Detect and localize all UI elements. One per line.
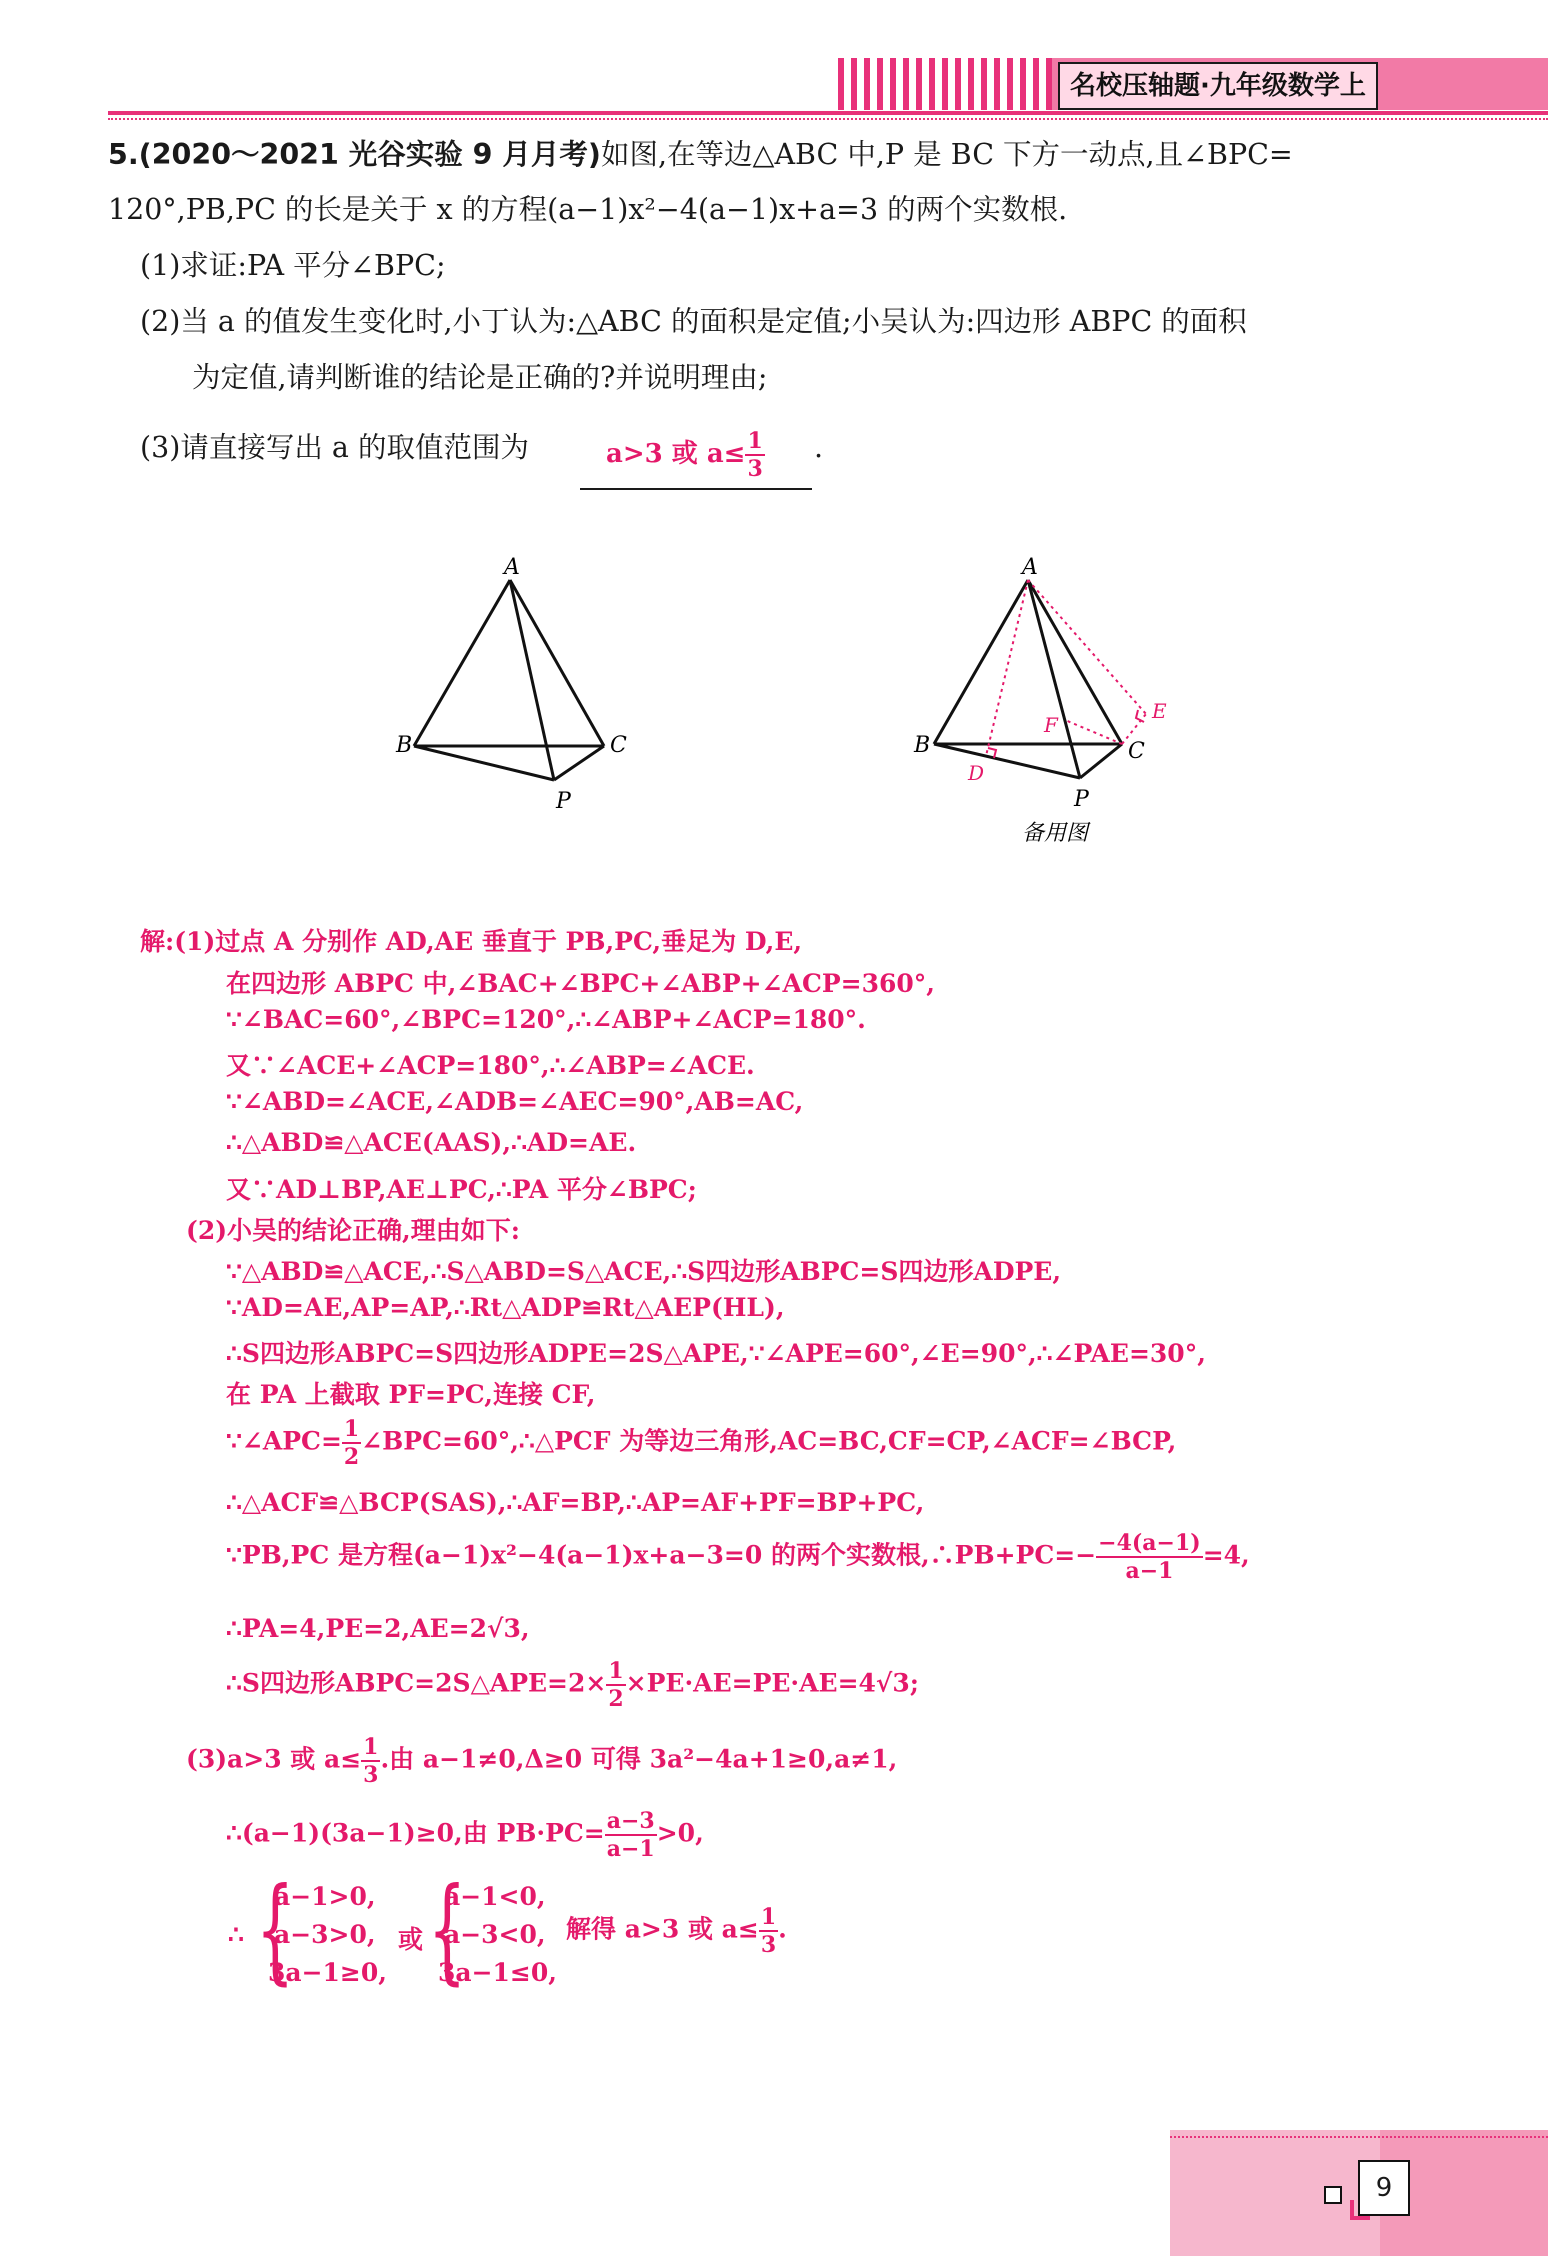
solution-line-1: 解:(1)过点 A 分别作 AD,AE 垂直于 PB,PC,垂足为 D,E, — [140, 927, 803, 956]
solution-line-5: ∵∠ABD=∠ACE,∠ADB=∠AEC=90°,AB=AC, — [226, 1087, 804, 1116]
solution-line-14: ∴△ACF≌△BCP(SAS),∴AF=BP,∴AP=AF+PF=BP+PC, — [226, 1488, 925, 1517]
fraction-third-2: $\frac{1}{3}$ — [760, 1904, 777, 1958]
system-1-row-1: a−1>0, — [274, 1882, 376, 1911]
system-or: 或 — [398, 1925, 424, 1954]
question-part-2b: 为定值,请判断谁的结论是正确的?并说明理由; — [192, 361, 768, 394]
solution-line-7: 又∵AD⊥BP,AE⊥PC,∴PA 平分∠BPC; — [226, 1175, 697, 1204]
fraction-sum-roots: $\frac{-4(a-1)}{a-1}$ — [1098, 1530, 1201, 1584]
system-2-row-3: 3a−1≤0, — [438, 1958, 557, 1987]
footer-square-icon — [1324, 2186, 1342, 2204]
therefore-sign: ∴ — [228, 1920, 244, 1949]
question-part-3-end: . — [814, 431, 824, 464]
fig2-label-c: C — [1128, 739, 1145, 764]
question-part-3: (3)请直接写出 a 的取值范围为 — [140, 431, 529, 464]
fraction-third-1: $\frac{1}{3}$ — [363, 1734, 379, 1788]
solution-line-2: 在四边形 ABPC 中,∠BAC+∠BPC+∠ABP+∠ACP=360°, — [226, 969, 935, 998]
fraction-1-2: $\frac{1}{2}$ — [343, 1416, 360, 1470]
solution-line-11: ∴S四边形ABPC=S四边形ADPE=2S△APE,∵∠APE=60°,∠E=90°,∴∠PAE=30°, — [226, 1339, 1206, 1368]
answer-text: a>3 或 a≤ $\frac{1}{3}$ — [606, 428, 763, 482]
fraction-product-roots: $\frac{a-3}{a-1}$ — [606, 1808, 655, 1862]
system-1-row-2: a−3>0, — [274, 1920, 376, 1949]
system-2-row-1: a−1<0, — [444, 1882, 546, 1911]
brace-2: { — [428, 1864, 467, 1998]
solution-line-8: (2)小吴的结论正确,理由如下: — [186, 1216, 520, 1245]
brace-1: { — [256, 1864, 295, 1998]
solution-line-13: ∵∠APC= $\frac{1}{2}$ ∠BPC=60°,∴△PCF 为等边三角形,AC=BC,CF=CP,∠ACF=∠BCP, — [226, 1416, 1177, 1470]
header-dotted-rule — [108, 118, 1548, 120]
fig1-label-a: A — [504, 555, 520, 580]
solution-line-18: (3)a>3 或 a≤ $\frac{1}{3}$ .由 a−1≠0,Δ≥0 可得 3a²−4a+1≥0,a≠1, — [186, 1734, 898, 1788]
figure-1 — [380, 550, 660, 820]
question-source: (2020～2021 光谷实验 9 月月考) — [138, 138, 601, 171]
fig1-label-c: C — [610, 733, 627, 758]
solution-line-3: ∵∠BAC=60°,∠BPC=120°,∴∠ABP+∠ACP=180°. — [226, 1005, 866, 1034]
solution-line-19: ∴(a−1)(3a−1)≥0,由 PB·PC= $\frac{a-3}{a-1}$ >0, — [226, 1808, 704, 1862]
fraction-half: $\frac{1}{2}$ — [608, 1658, 624, 1712]
figure-2 — [900, 550, 1220, 850]
header-title: 名校压轴题·九年级数学上 — [1058, 62, 1378, 110]
fig1-label-p: P — [556, 789, 571, 814]
question-line-1 — [108, 135, 1293, 175]
solution-line-17: ∴S四边形ABPC=2S△APE=2× $\frac{1}{2}$ ×PE·AE=PE·AE=4√3; — [226, 1658, 919, 1712]
question-line-2: 120°,PB,PC 的长是关于 x 的方程(a−1)x²−4(a−1)x+a=3 的两个实数根. — [108, 193, 1068, 226]
solution-line-10: ∵AD=AE,AP=AP,∴Rt△ADP≌Rt△AEP(HL), — [226, 1293, 785, 1322]
solution-line-9: ∵△ABD≌△ACE,∴S△ABD=S△ACE,∴S四边形ABPC=S四边形ADPE, — [226, 1257, 1062, 1286]
solution-line-12: 在 PA 上截取 PF=PC,连接 CF, — [226, 1380, 596, 1409]
fig2-label-d: D — [968, 761, 985, 785]
page-number: 9 — [1358, 2160, 1410, 2216]
question-text-1: 如图,在等边△ABC 中,P 是 BC 下方一动点,且∠BPC= — [600, 138, 1293, 171]
solution-line-6: ∴△ABD≌△ACE(AAS),∴AD=AE. — [226, 1128, 637, 1157]
fig2-label-b: B — [914, 733, 931, 758]
question-number: 5. — [108, 138, 139, 171]
solution-line-16: ∴PA=4,PE=2,AE=2√3, — [226, 1614, 530, 1643]
footer-dotted-rule — [1170, 2136, 1548, 2138]
answer-fraction: $\frac{1}{3}$ — [747, 428, 763, 482]
question-part-2a: (2)当 a 的值发生变化时,小丁认为:△ABC 的面积是定值;小吴认为:四边形 ABPC 的面积 — [140, 305, 1247, 338]
fig2-label-f: F — [1044, 713, 1058, 737]
fig1-label-b: B — [396, 733, 413, 758]
fig2-label-p: P — [1074, 787, 1089, 812]
fig2-label-e: E — [1152, 699, 1167, 723]
system-2-row-2: a−3<0, — [444, 1920, 546, 1949]
solution-line-4: 又∵∠ACE+∠ACP=180°,∴∠ABP=∠ACE. — [226, 1051, 755, 1080]
header-rule — [108, 111, 1548, 115]
system-1-row-3: 3a−1≥0, — [268, 1958, 387, 1987]
fig2-caption: 备用图 — [1022, 821, 1089, 846]
fig2-label-a: A — [1022, 555, 1038, 580]
header-stripes — [838, 58, 1053, 110]
solution-line-20: 解得 a>3 或 a≤ $\frac{1}{3}$ . — [566, 1904, 787, 1958]
solution-line-15: ∵PB,PC 是方程(a−1)x²−4(a−1)x+a−3=0 的两个实数根,∴PB+PC=− $\frac{-4(a-1)}{a-1}$ =4, — [226, 1530, 1250, 1584]
question-part-1: (1)求证:PA 平分∠BPC; — [140, 249, 446, 282]
